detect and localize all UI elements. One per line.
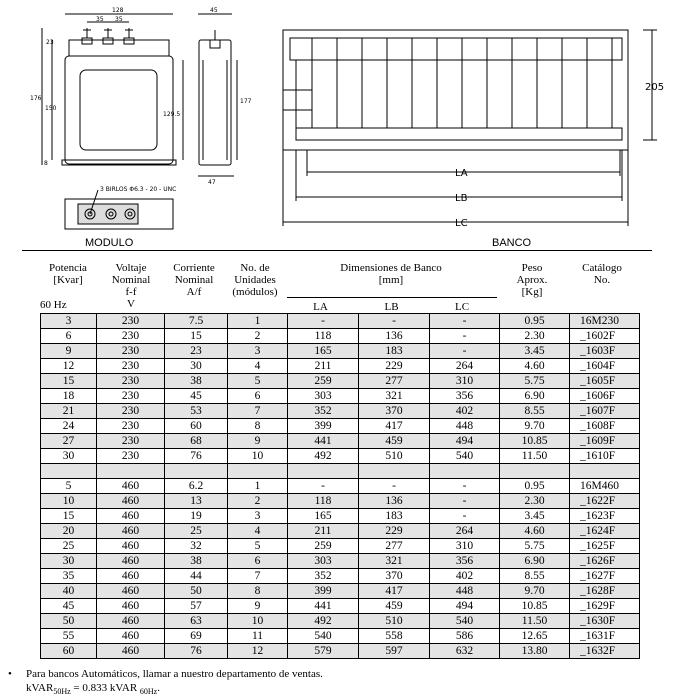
table-cell: 16M460 <box>570 479 640 494</box>
table-row <box>41 449 640 464</box>
table-cell: 5.75 <box>500 374 570 389</box>
dim-height-total: 176 <box>30 95 42 102</box>
notes <box>8 667 323 699</box>
table-cell: 448 <box>430 584 500 599</box>
table-cell: 352 <box>288 569 359 584</box>
table-cell: 23 <box>165 344 228 359</box>
table-cell: 370 <box>359 569 430 584</box>
table-cell: 399 <box>288 419 359 434</box>
table-cell: 38 <box>165 554 228 569</box>
table-cell: 13.80 <box>500 644 570 659</box>
table-cell: 69 <box>165 629 228 644</box>
table-cell: 558 <box>359 629 430 644</box>
table-cell: 586 <box>430 629 500 644</box>
header-corriente: Corriente Nominal A/f <box>173 262 215 298</box>
table-cell: 510 <box>359 449 430 464</box>
table-cell: _1630F <box>570 614 640 629</box>
table-cell: 136 <box>359 494 430 509</box>
table-cell: 460 <box>97 479 165 494</box>
note-item: • Para bancos Automáticos, llamar a nuestro departamento de ventas. <box>8 668 323 680</box>
table-row <box>41 524 640 539</box>
table-row <box>41 404 640 419</box>
table-row <box>41 374 640 389</box>
table-cell: 3.45 <box>500 344 570 359</box>
table-cell: 6.2 <box>165 479 228 494</box>
table-cell: _1603F <box>570 344 640 359</box>
table-cell: 3 <box>41 314 97 329</box>
table-cell: 9 <box>41 344 97 359</box>
table-cell: 460 <box>97 599 165 614</box>
table-cell: 8.55 <box>500 404 570 419</box>
table-cell: 55 <box>41 629 97 644</box>
table-cell: 136 <box>359 329 430 344</box>
table-cell: 11 <box>228 629 288 644</box>
table-cell: 597 <box>359 644 430 659</box>
table-cell: 45 <box>165 389 228 404</box>
table-cell: 459 <box>359 599 430 614</box>
table-row <box>41 314 640 329</box>
dim-top: 23 <box>46 39 54 46</box>
table-cell: _1623F <box>570 509 640 524</box>
table-cell: _1625F <box>570 539 640 554</box>
table-cell: 5 <box>228 539 288 554</box>
table-cell: _1627F <box>570 569 640 584</box>
table-cell: - <box>430 314 500 329</box>
table-row <box>41 509 640 524</box>
table-row <box>41 554 640 569</box>
header-frequency: 60 Hz <box>40 299 67 311</box>
table-cell: 15 <box>41 509 97 524</box>
table-cell: _1629F <box>570 599 640 614</box>
table-cell: 63 <box>165 614 228 629</box>
table-cell: 229 <box>359 524 430 539</box>
terminal-note: 3 BIRLOS Φ6.3 - 20 - UNC <box>100 186 177 193</box>
table-cell: 40 <box>41 584 97 599</box>
table-cell: 0.95 <box>500 314 570 329</box>
table-cell <box>228 464 288 479</box>
table-cell: 492 <box>288 449 359 464</box>
table-cell: 8 <box>228 584 288 599</box>
table-cell: 45 <box>41 599 97 614</box>
table-cell <box>500 464 570 479</box>
table-cell: 9.70 <box>500 419 570 434</box>
table-cell: _1605F <box>570 374 640 389</box>
table-cell: 11.50 <box>500 614 570 629</box>
table-cell: 4.60 <box>500 359 570 374</box>
header-catalogo: Catálogo No. <box>582 262 622 286</box>
bank-dim-lb: LB <box>455 193 468 204</box>
table-cell: 211 <box>288 359 359 374</box>
table-cell: 30 <box>165 359 228 374</box>
dim-side-height: 177 <box>240 98 252 105</box>
table-cell: - <box>430 344 500 359</box>
table-cell: _1608F <box>570 419 640 434</box>
table-cell: 352 <box>288 404 359 419</box>
table-cell: 10 <box>228 449 288 464</box>
table-cell: 76 <box>165 449 228 464</box>
table-cell: 211 <box>288 524 359 539</box>
header-lc: LC <box>454 301 470 313</box>
table-cell: 310 <box>430 374 500 389</box>
table-cell: 460 <box>97 509 165 524</box>
table-cell: 259 <box>288 374 359 389</box>
table-row <box>41 569 640 584</box>
table-cell: 460 <box>97 494 165 509</box>
dim-foot-depth: 47 <box>208 179 216 186</box>
table-cell: 12.65 <box>500 629 570 644</box>
table-cell: 632 <box>430 644 500 659</box>
table-cell: 3.45 <box>500 509 570 524</box>
dim-height-body: 150 <box>45 105 57 112</box>
table-cell: 5.75 <box>500 539 570 554</box>
table-cell: 4.60 <box>500 524 570 539</box>
table-cell: 3 <box>228 509 288 524</box>
table-row <box>41 344 640 359</box>
module-side-view <box>198 14 237 176</box>
table-cell: 1 <box>228 479 288 494</box>
table-cell: 18 <box>41 389 97 404</box>
table-cell: 30 <box>41 554 97 569</box>
table-cell: 3 <box>228 344 288 359</box>
spec-table <box>40 313 640 659</box>
table-cell <box>288 464 359 479</box>
table-cell: 35 <box>41 569 97 584</box>
table-cell: 53 <box>165 404 228 419</box>
header-peso: Peso Aprox. [Kg] <box>516 262 548 298</box>
table-row <box>41 434 640 449</box>
table-cell: 10.85 <box>500 434 570 449</box>
table-cell <box>359 464 430 479</box>
table-cell: 118 <box>288 494 359 509</box>
table-cell: 6 <box>228 554 288 569</box>
table-cell: 264 <box>430 359 500 374</box>
table-cell: 8.55 <box>500 569 570 584</box>
table-cell: 492 <box>288 614 359 629</box>
table-cell: 448 <box>430 419 500 434</box>
table-cell: 21 <box>41 404 97 419</box>
table-cell: 50 <box>165 584 228 599</box>
table-row <box>41 494 640 509</box>
table-cell: 494 <box>430 599 500 614</box>
table-cell: 277 <box>359 374 430 389</box>
table-row <box>41 479 640 494</box>
table-row <box>41 539 640 554</box>
table-cell: _1632F <box>570 644 640 659</box>
dim-pitch2: 35 <box>115 16 123 23</box>
table-cell: 30 <box>41 449 97 464</box>
table-row <box>41 599 640 614</box>
table-cell: 230 <box>97 434 165 449</box>
header-lb: LB <box>384 301 399 313</box>
table-cell: 230 <box>97 389 165 404</box>
table-cell: 230 <box>97 359 165 374</box>
table-cell: 76 <box>165 644 228 659</box>
table-cell: 10 <box>41 494 97 509</box>
module-terminal-view <box>65 190 173 229</box>
table-cell <box>41 464 97 479</box>
table-cell: 259 <box>288 539 359 554</box>
table-cell: 460 <box>97 644 165 659</box>
table-cell: 399 <box>288 584 359 599</box>
table-cell: 2.30 <box>500 329 570 344</box>
table-cell: 540 <box>288 629 359 644</box>
table-cell: 11.50 <box>500 449 570 464</box>
table-cell: 540 <box>430 449 500 464</box>
table-cell: - <box>359 479 430 494</box>
table-cell: 183 <box>359 509 430 524</box>
table-cell: 460 <box>97 524 165 539</box>
table-cell: 6 <box>41 329 97 344</box>
module-front-view <box>42 14 183 165</box>
dim-depth: 45 <box>210 7 218 14</box>
table-cell: 229 <box>359 359 430 374</box>
table-cell: 417 <box>359 584 430 599</box>
note-item: kVAR$_{50Hz}$ = 0.833 kVAR $_{60Hz}$. <box>26 682 160 697</box>
table-cell: 12 <box>41 359 97 374</box>
table-cell: 460 <box>97 584 165 599</box>
header-potencia: Potencia [Kvar] <box>49 262 87 286</box>
table-cell: 60 <box>41 644 97 659</box>
table-cell: 6 <box>228 389 288 404</box>
table-cell: 441 <box>288 599 359 614</box>
table-cell: 441 <box>288 434 359 449</box>
table-cell: 277 <box>359 539 430 554</box>
table-cell: _1610F <box>570 449 640 464</box>
table-cell: 24 <box>41 419 97 434</box>
table-cell <box>570 464 640 479</box>
table-cell <box>165 464 228 479</box>
table-cell: 15 <box>41 374 97 389</box>
table-row <box>41 464 640 479</box>
table-cell: 7 <box>228 569 288 584</box>
table-cell: 230 <box>97 329 165 344</box>
table-row <box>41 629 640 644</box>
table-cell: 68 <box>165 434 228 449</box>
table-cell: 5 <box>41 479 97 494</box>
table-row <box>41 614 640 629</box>
table-cell: 25 <box>165 524 228 539</box>
table-cell: 460 <box>97 539 165 554</box>
table-cell: - <box>288 479 359 494</box>
table-row <box>41 389 640 404</box>
table-cell: 230 <box>97 404 165 419</box>
table-cell: 460 <box>97 629 165 644</box>
table-cell: 264 <box>430 524 500 539</box>
table-cell: 25 <box>41 539 97 554</box>
table-cell: 460 <box>97 554 165 569</box>
table-cell: 44 <box>165 569 228 584</box>
table-cell: 2 <box>228 494 288 509</box>
table-cell: 10.85 <box>500 599 570 614</box>
table-cell: _1626F <box>570 554 640 569</box>
table-row <box>41 584 640 599</box>
table-cell: 6.90 <box>500 389 570 404</box>
table-cell: 2 <box>228 329 288 344</box>
table-cell: 4 <box>228 524 288 539</box>
table-cell: 1 <box>228 314 288 329</box>
header-divider <box>22 250 652 251</box>
table-cell: 540 <box>430 614 500 629</box>
table-cell: 20 <box>41 524 97 539</box>
table-cell: 510 <box>359 614 430 629</box>
table-cell: _1631F <box>570 629 640 644</box>
table-row <box>41 359 640 374</box>
table-cell: - <box>430 329 500 344</box>
technical-drawings <box>0 0 674 240</box>
table-cell: 310 <box>430 539 500 554</box>
table-cell: 19 <box>165 509 228 524</box>
header-unidades: No. de Unidades (módulos) <box>232 262 278 298</box>
module-label: MODULO <box>85 237 134 249</box>
table-row <box>41 329 640 344</box>
table-cell: 13 <box>165 494 228 509</box>
dimensiones-rule <box>287 297 497 298</box>
table-cell: 230 <box>97 314 165 329</box>
header-la: LA <box>313 301 328 313</box>
table-cell: - <box>288 314 359 329</box>
bank-dim-lc: LC <box>455 218 468 229</box>
bank-dim-la: LA <box>455 168 468 179</box>
bank-drawing <box>283 30 657 226</box>
bank-label: BANCO <box>492 237 532 249</box>
table-cell: 321 <box>359 389 430 404</box>
table-cell: 7.5 <box>165 314 228 329</box>
table-cell: _1606F <box>570 389 640 404</box>
table-cell: - <box>359 314 430 329</box>
table-cell: 16M230 <box>570 314 640 329</box>
table-cell: - <box>430 494 500 509</box>
table-cell <box>97 464 165 479</box>
table-cell: 321 <box>359 554 430 569</box>
table-cell: _1624F <box>570 524 640 539</box>
dim-height-inner: 129.5 <box>163 111 181 118</box>
table-cell: 460 <box>97 569 165 584</box>
table-cell: _1622F <box>570 494 640 509</box>
table-cell: 12 <box>228 644 288 659</box>
table-cell: 60 <box>165 419 228 434</box>
table-cell: _1604F <box>570 359 640 374</box>
table-cell: 6.90 <box>500 554 570 569</box>
table-cell: 50 <box>41 614 97 629</box>
table-cell: _1628F <box>570 584 640 599</box>
table-cell: 10 <box>228 614 288 629</box>
table-cell: 230 <box>97 344 165 359</box>
table-cell: 118 <box>288 329 359 344</box>
table-cell: 57 <box>165 599 228 614</box>
table-cell: 2.30 <box>500 494 570 509</box>
table-cell: 5 <box>228 374 288 389</box>
table-cell: 7 <box>228 404 288 419</box>
table-cell: 9.70 <box>500 584 570 599</box>
table-cell: 27 <box>41 434 97 449</box>
table-cell: 165 <box>288 509 359 524</box>
table-cell: 230 <box>97 419 165 434</box>
table-cell: _1609F <box>570 434 640 449</box>
table-cell: 32 <box>165 539 228 554</box>
table-cell: 356 <box>430 554 500 569</box>
table-cell: - <box>430 509 500 524</box>
table-cell: 459 <box>359 434 430 449</box>
table-cell: 0.95 <box>500 479 570 494</box>
bank-height: 205 <box>645 82 665 93</box>
header-voltaje: Voltaje Nominal f-f V <box>111 262 151 310</box>
table-cell <box>430 464 500 479</box>
table-cell: - <box>430 479 500 494</box>
table-cell: 8 <box>228 419 288 434</box>
table-cell: 460 <box>97 614 165 629</box>
table-row <box>41 419 640 434</box>
table-cell: 579 <box>288 644 359 659</box>
table-cell: 38 <box>165 374 228 389</box>
table-cell: 9 <box>228 599 288 614</box>
table-cell: 230 <box>97 449 165 464</box>
table-cell: 4 <box>228 359 288 374</box>
table-cell: 303 <box>288 554 359 569</box>
table-cell: 417 <box>359 419 430 434</box>
dim-pitch1: 35 <box>96 16 104 23</box>
table-cell: 402 <box>430 569 500 584</box>
table-cell: 494 <box>430 434 500 449</box>
table-cell: 402 <box>430 404 500 419</box>
table-cell: 303 <box>288 389 359 404</box>
table-cell: 165 <box>288 344 359 359</box>
dim-width: 128 <box>112 7 124 14</box>
table-cell: 9 <box>228 434 288 449</box>
table-cell: 15 <box>165 329 228 344</box>
table-row <box>41 644 640 659</box>
dim-foot: 8 <box>44 160 48 167</box>
table-cell: 370 <box>359 404 430 419</box>
table-cell: 356 <box>430 389 500 404</box>
header-dimensiones: Dimensiones de Banco [mm] <box>340 262 442 286</box>
table-cell: 183 <box>359 344 430 359</box>
table-cell: 230 <box>97 374 165 389</box>
table-cell: _1602F <box>570 329 640 344</box>
table-cell: _1607F <box>570 404 640 419</box>
